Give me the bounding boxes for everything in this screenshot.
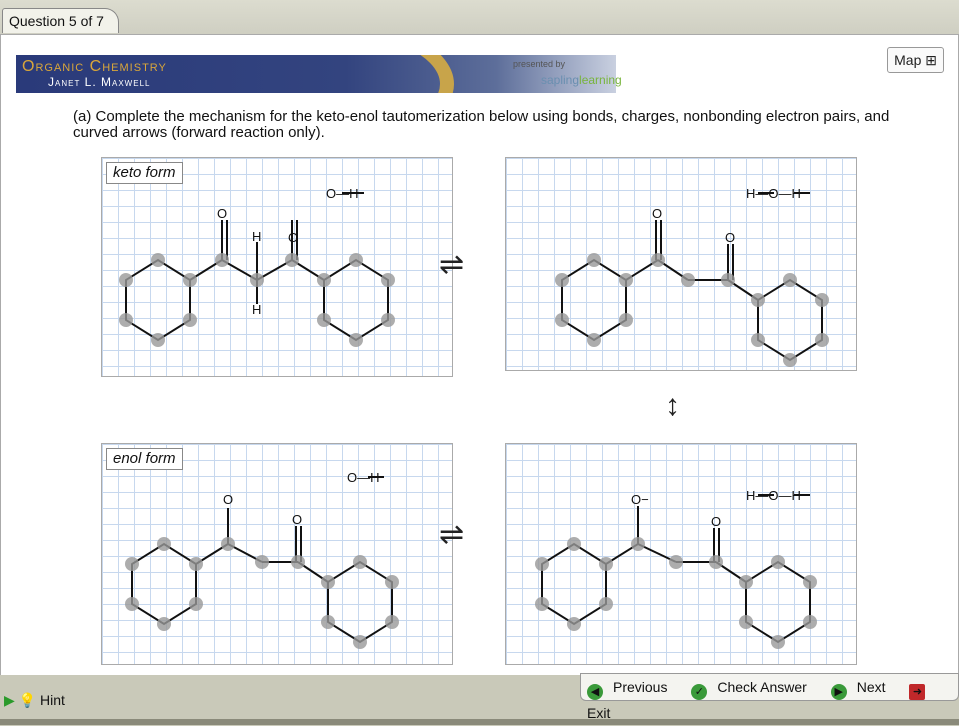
keto-panel[interactable]: [101, 157, 453, 377]
hint-button[interactable]: [4, 692, 65, 709]
hydroxide-o[interactable]: O—H: [347, 470, 380, 485]
intermediate-panel-2[interactable]: [505, 443, 857, 665]
intermediate-panel-1[interactable]: [505, 157, 857, 371]
question-text: (a) Complete the mechanism for the keto-enol tautomerization below using bonds, charges, nonbonding electron pairs, and curved arrows (forward reaction only).: [73, 108, 890, 141]
atom-o2[interactable]: O: [725, 230, 736, 245]
arrow-right-icon: ▶: [831, 684, 847, 700]
learning-text: learning: [579, 73, 622, 87]
check-answer-button[interactable]: [691, 679, 816, 698]
enol-molecule: [102, 444, 452, 664]
check-icon: ✓: [691, 684, 707, 700]
keto-label: keto form: [106, 162, 183, 184]
previous-button[interactable]: [587, 679, 677, 698]
exit-icon: ➜: [909, 684, 925, 700]
intermediate-molecule-2: [506, 444, 856, 664]
equilibrium-arrow-2: ⇌: [439, 518, 465, 551]
atom-h1[interactable]: H: [252, 229, 262, 244]
atom-h2[interactable]: H: [252, 302, 262, 317]
play-icon: ▶: [4, 692, 15, 708]
atom-o2[interactable]: O: [288, 230, 299, 245]
atom-o1[interactable]: O: [223, 492, 234, 507]
atom-o1[interactable]: O: [217, 206, 228, 221]
atom-o2[interactable]: O: [711, 514, 722, 529]
exit-label: Exit: [587, 705, 611, 721]
water-molecule[interactable]: H—O—H: [746, 186, 801, 201]
nav-controls: [580, 673, 959, 721]
bottom-bar: [0, 675, 959, 725]
enol-panel[interactable]: [101, 443, 453, 665]
map-label: Map: [894, 52, 922, 68]
sapling-logo: [541, 73, 622, 87]
previous-label: Previous: [613, 679, 668, 695]
sitemap-icon: ⊞: [925, 52, 937, 68]
equilibrium-arrow-1: ⇌: [439, 248, 465, 281]
atom-o2[interactable]: O: [292, 512, 303, 527]
next-label: Next: [856, 679, 886, 695]
check-label: Check Answer: [717, 679, 807, 695]
banner-author: Janet L. Maxwell: [48, 75, 151, 89]
hint-label: Hint: [40, 692, 65, 708]
banner-title: Organic Chemistry: [22, 58, 167, 75]
content-area: [0, 34, 959, 676]
water-molecule[interactable]: H—O—H: [746, 488, 801, 503]
next-button[interactable]: [831, 679, 896, 698]
presented-by: presented by: [513, 59, 566, 69]
question-tab[interactable]: Question 5 of 7: [2, 8, 119, 33]
enol-label: enol form: [106, 448, 183, 470]
banner-arc: [166, 55, 454, 93]
intermediate-molecule-1: [506, 158, 856, 370]
atom-o1[interactable]: O: [652, 206, 663, 221]
lightbulb-icon: 💡: [18, 692, 37, 708]
map-button[interactable]: [887, 47, 944, 73]
bottom-stripe: [0, 719, 959, 725]
sapling-text: sapling: [541, 73, 580, 87]
arrow-left-icon: ◀: [587, 684, 603, 700]
top-bar: [0, 0, 959, 34]
resonance-arrow: ↕: [665, 389, 680, 422]
hydroxide-o[interactable]: O—H: [326, 186, 359, 201]
atom-o-minus[interactable]: O−: [631, 492, 649, 507]
keto-molecule: [102, 158, 452, 376]
